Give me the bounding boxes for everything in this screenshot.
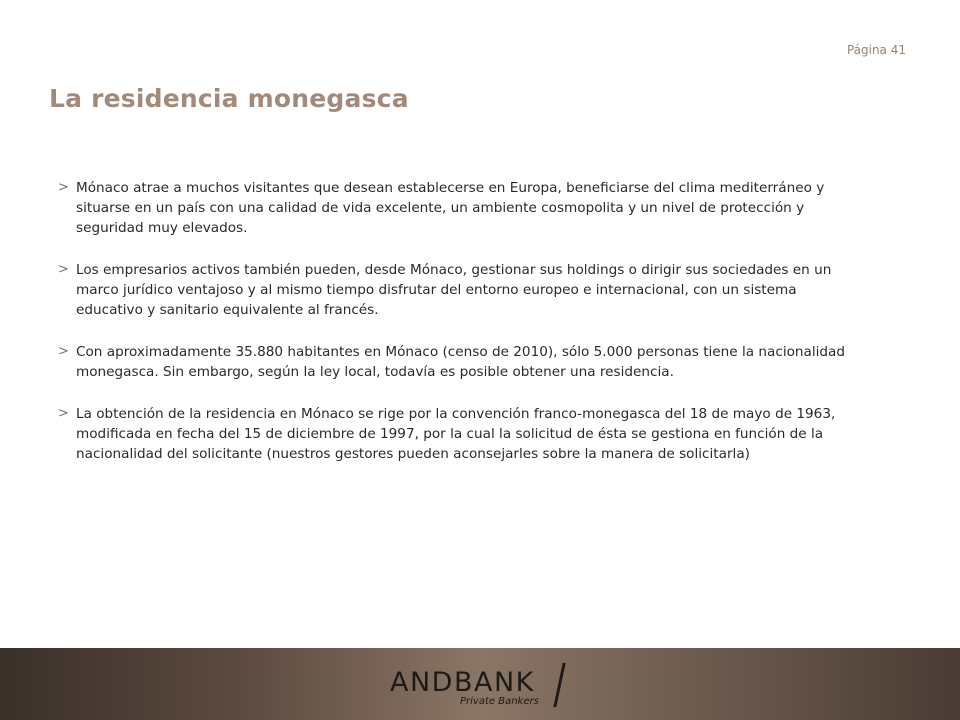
bullet-marker-icon: > bbox=[58, 344, 69, 359]
page-number: Página 41 bbox=[846, 43, 906, 57]
list-item bbox=[58, 342, 858, 382]
bullet-marker-icon: > bbox=[58, 262, 69, 277]
logo-brand: ANDBANK bbox=[390, 667, 535, 698]
list-item bbox=[58, 404, 858, 464]
logo-tagline: Private Bankers bbox=[460, 696, 539, 707]
page-title: La residencia monegasca bbox=[49, 84, 409, 113]
list-item bbox=[58, 178, 858, 238]
bullet-text: La obtención de la residencia en Mónaco se rige por la convención franco-monegasca del 18 de mayo de 1963, modificada en fecha del 15 de diciembre de 1997, por la cual la solicitud de ésta se gestiona en función de la nacionalidad del solicitante (nuestros gestores pueden aconsejarles sobre la manera de solicitarla) bbox=[76, 406, 836, 462]
list-item bbox=[58, 260, 858, 320]
bullet-text: Mónaco atrae a muchos visitantes que desean establecerse en Europa, beneficiarse del clima mediterráneo y situarse en un país con una calidad de vida excelente, un ambiente cosmopolita y un nivel de protección y seguridad muy elevados. bbox=[76, 180, 825, 236]
bullet-marker-icon: > bbox=[58, 180, 69, 195]
footer-band bbox=[0, 648, 960, 720]
bullet-list bbox=[58, 178, 858, 486]
bullet-text: Los empresarios activos también pueden, desde Mónaco, gestionar sus holdings o dirigir sus sociedades en un marco jurídico ventajoso y al mismo tiempo disfrutar del entorno europeo e internacional, con un sistema educativo y sanitario equivalente al francés. bbox=[76, 262, 832, 318]
logo-slash-icon bbox=[553, 663, 565, 707]
bullet-marker-icon: > bbox=[58, 406, 69, 421]
bullet-text: Con aproximadamente 35.880 habitantes en Mónaco (censo de 2010), sólo 5.000 personas tiene la nacionalidad monegasca. Sin embargo, según la ley local, todavía es posible obtener una residencia. bbox=[76, 344, 846, 380]
